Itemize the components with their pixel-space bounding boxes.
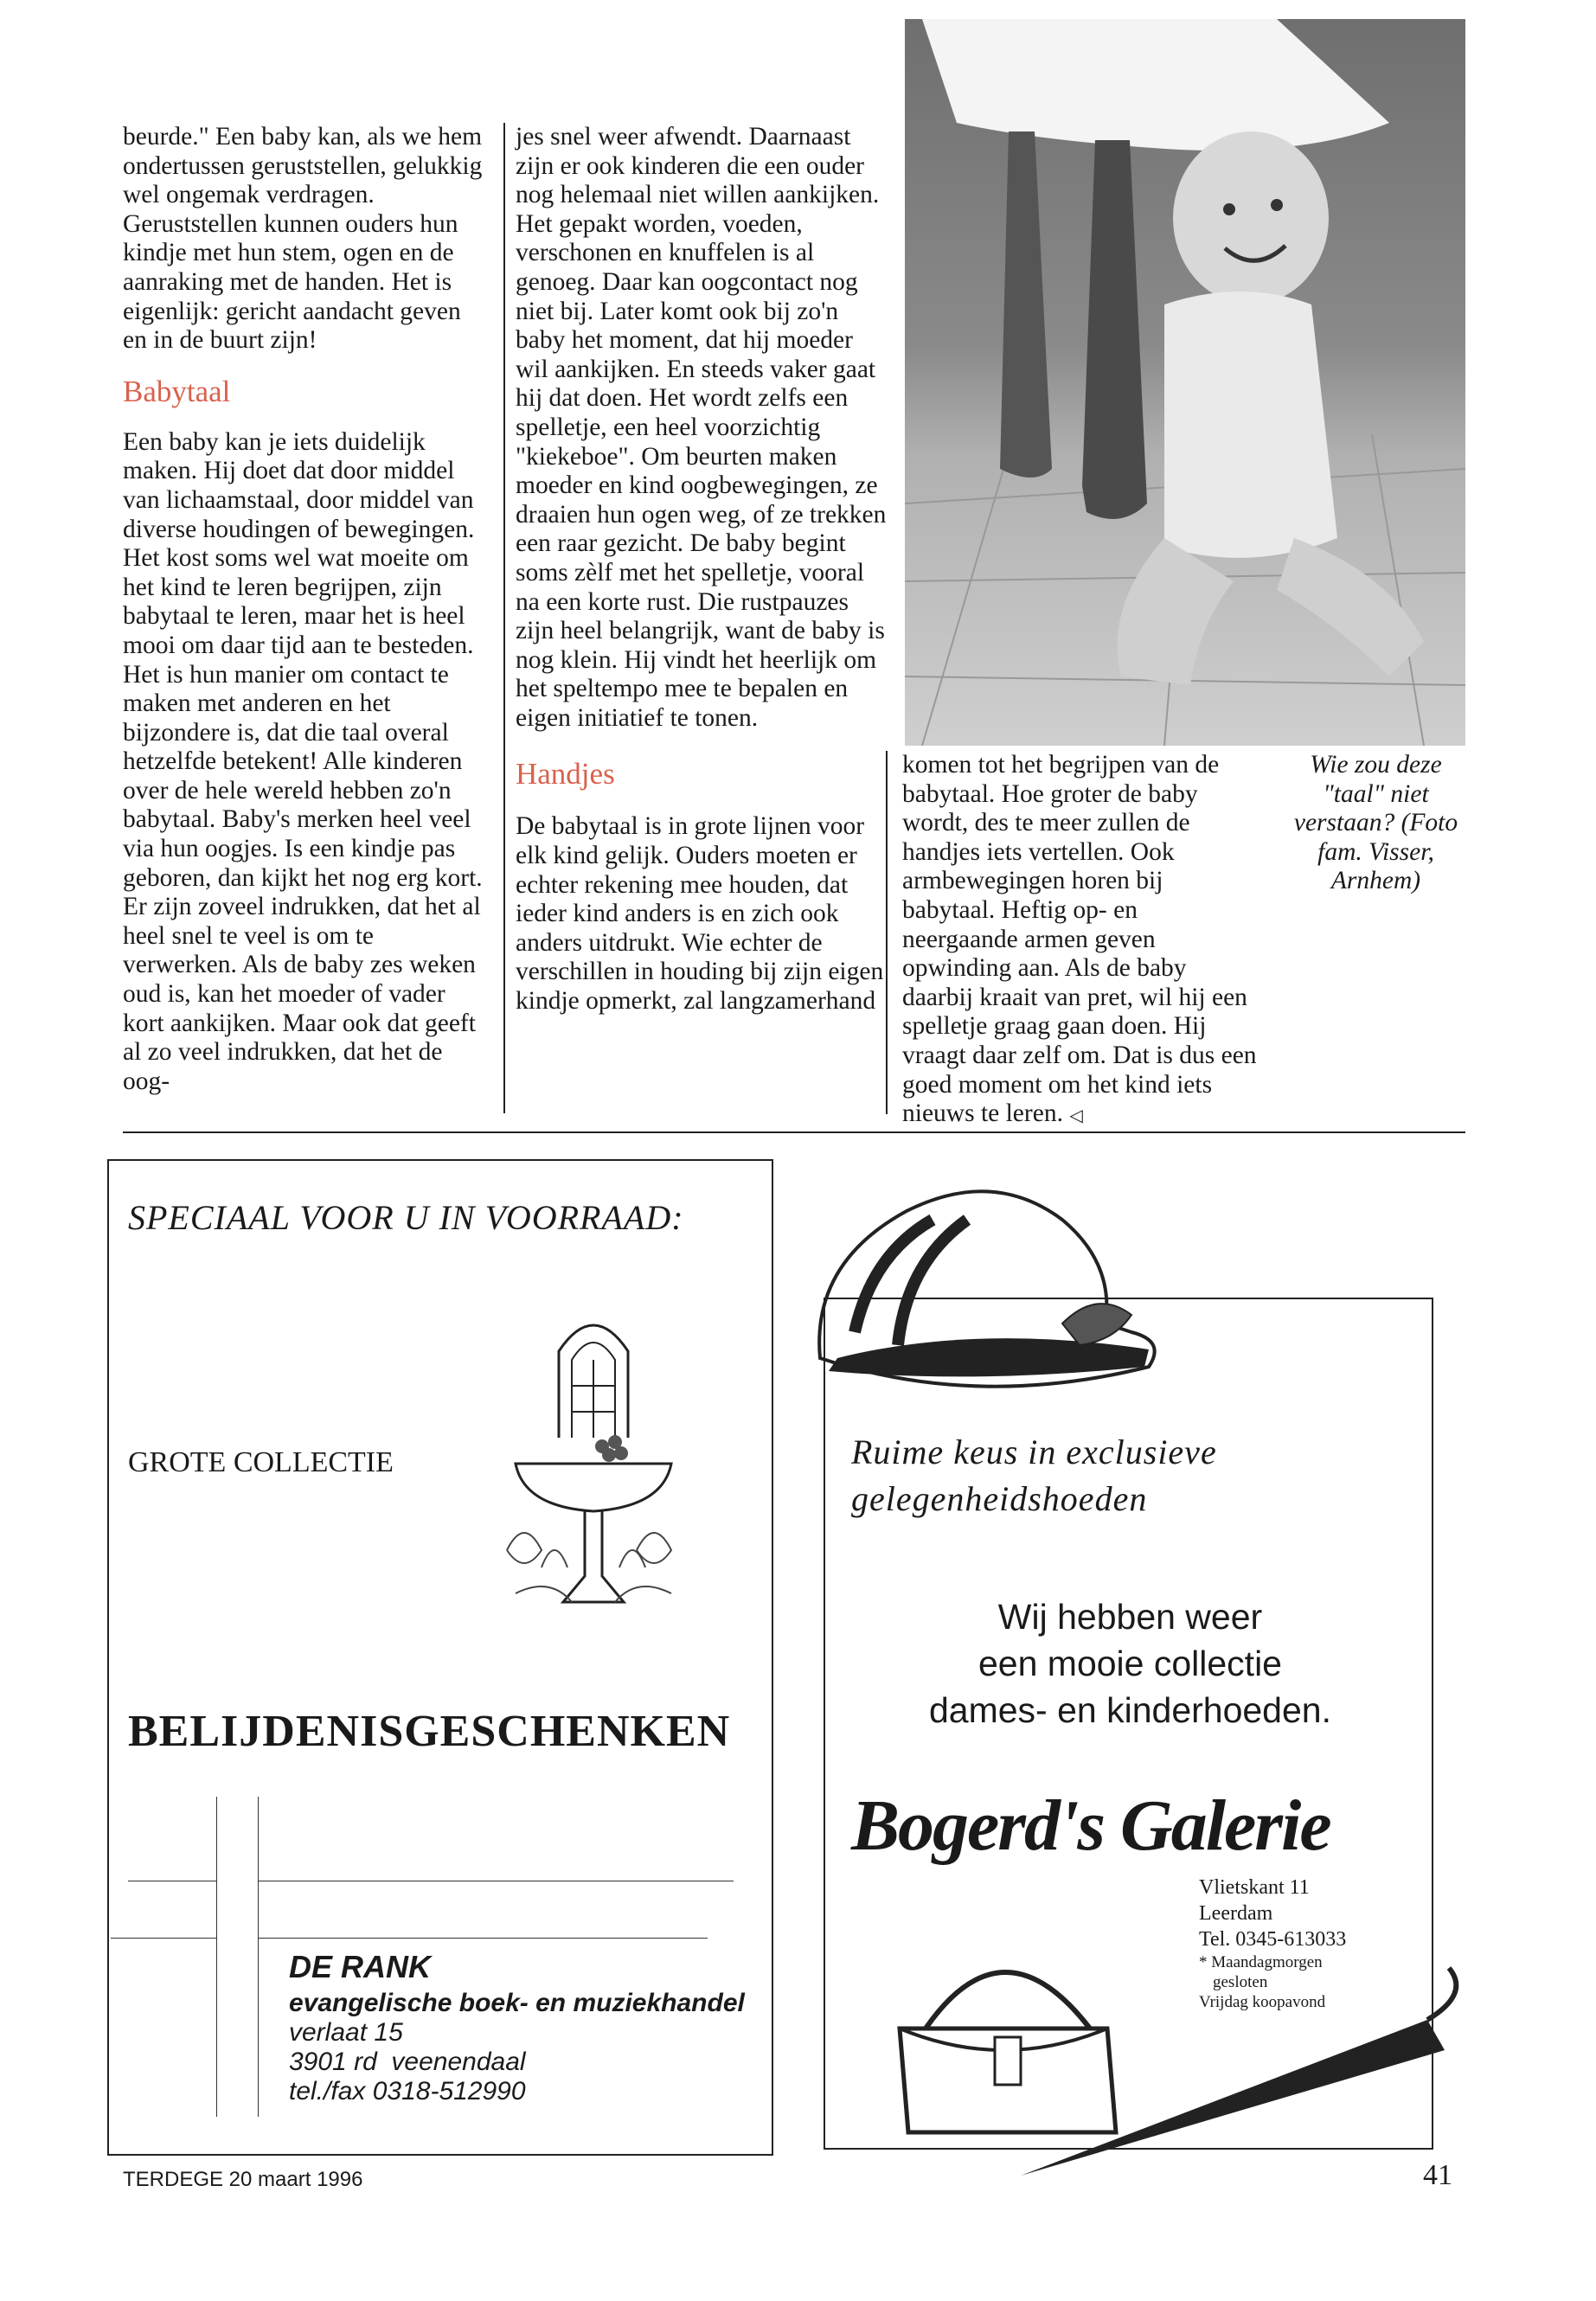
chalice-illustration (490, 1291, 697, 1637)
article-paragraph (902, 751, 1257, 1131)
ad-tagline (851, 1429, 1217, 1522)
end-mark-icon: ◁ (1069, 1106, 1083, 1126)
tagline-line: Ruime keus in exclusieve (851, 1433, 1217, 1471)
article-column-2 (516, 123, 888, 1016)
opening-note: gesloten (1213, 1973, 1268, 1991)
column-divider (886, 751, 888, 1114)
article-paragraph: De babytaal is in grote lijnen voor elk kind gelijk. Ouders moeten er echter rekening mee houden, dat ieder kind anders is en zich ook anders uitdrukt. Wie echter de verschillen in houding bij zijn eigen kindje opmerkt, zal langzamerhand (516, 812, 884, 1016)
body-line: een mooie collectie (978, 1644, 1282, 1683)
ad-body (825, 1593, 1435, 1734)
ad-headline: SPECIAAL VOOR U IN VOORRAAD: (128, 1198, 684, 1237)
paragraph-text: komen tot het begrijpen van de babytaal. Hoe groter de baby wordt, des te meer zullen de handjes iets vertellen. Ook armbewegingen horen bij babytaal. Heftig op- en neergaande armen geven opwinding aan. Als de baby daarbij kraait van pret, wil hij een spelletje graag gaan doen. Hij vraagt daar zelf om. Dat is dus een goed moment om het kind iets nieuws te leren. (902, 751, 1257, 1128)
body-line: Wij hebben weer (997, 1597, 1263, 1637)
baby-photo (905, 19, 1465, 746)
shop-city: Leerdam (1199, 1902, 1273, 1925)
body-line: dames- en kinderhoeden. (929, 1690, 1331, 1730)
opening-note: Vrijdag koopavond (1199, 1993, 1326, 2011)
section-divider (123, 1131, 1465, 1133)
article-paragraph: beurde." Een baby kan, als we hem ondertussen geruststellen, gelukkig wel ongemak verdragen. Geruststellen kunnen ouders hun kindje met hun stem, ogen en de aanraking met de handen. Het is eigenlijk: gericht aandacht geven en in de buurt zijn! (123, 123, 483, 355)
brand-logo: Bogerd's Galerie (851, 1785, 1330, 1866)
page-number: 41 (1423, 2159, 1452, 2191)
ad-de-rank (107, 1159, 773, 2156)
cross-line (258, 1797, 259, 2117)
shop-name: DE RANK (289, 1949, 432, 1984)
ad-collection: GROTE COLLECTIE (128, 1446, 394, 1478)
shop-info (289, 1949, 745, 2106)
handbag-umbrella-illustration (874, 1899, 1471, 2184)
section-heading-babytaal: Babytaal (123, 374, 231, 408)
shop-phone: tel./fax 0318-512990 (289, 2077, 526, 2106)
opening-note: * Maandagmorgen (1199, 1953, 1323, 1971)
baby-head (1173, 131, 1329, 304)
shop-address: verlaat 15 (289, 2018, 403, 2047)
publication-footer: TERDEGE 20 maart 1996 (123, 2168, 363, 2191)
ad-product: BELIJDENISGESCHENKEN (128, 1707, 731, 1756)
article-paragraph: jes snel weer afwendt. Daarnaast zijn er ook kinderen die een ouder nog helemaal niet willen aankijken. Het gepakt worden, voeden, verschonen en knuffelen is al genoeg. Daar kan oogcontact nog niet bij. Later komt ook bij zo'n baby het moment, dat hij moeder wil aankijken. En steeds vaker gaat hij dat doen. Het wordt zelfs een spelletje, een heel voorzichtig "kiekeboe". Om beurten maken moeder en kind oogbewegingen, ze draaien hun ogen weg, of ze trekken een raar gezicht. De baby begint soms zèlf met het spelletje, vooral na een korte rust. Die rustpauzes zijn heel belangrijk, want de baby is nog klein. Hij vindt het heerlijk om het speltempo mee te bepalen en eigen initiatief te tonen. (516, 123, 887, 732)
cross-line (216, 1797, 217, 2117)
article-column-3 (902, 751, 1257, 1131)
cross-line (258, 1938, 708, 1939)
article-column-1 (123, 123, 490, 1096)
shop-address: 3901 rd veenendaal (289, 2048, 526, 2076)
photo-caption: Wie zou deze "taal" niet verstaan? (Foto fam. Visser, Arnhem) (1293, 751, 1458, 895)
shop-type: evangelische boek- en muziekhandel (289, 1989, 745, 2017)
baby-body (1164, 292, 1337, 558)
shop-phone: Tel. 0345-613033 (1199, 1928, 1347, 1951)
cross-line (111, 1938, 216, 1939)
section-heading-handjes: Handjes (516, 757, 615, 792)
article-paragraph: Een baby kan je iets duidelijk maken. Hij doet dat door middel van lichaamstaal, door middel van diverse houdingen of bewegingen. Het kost soms wel wat moeite om het kind te leren begrijpen, zijn babytaal te leren, maar het is heel mooi om daar tijd aan te besteden. Het is hun manier om contact te maken met anderen en het bijzondere is, dat die taal overal hetzelfde betekent! Alle kinderen over de hele wereld hebben zo'n babytaal. Baby's merken heel veel via hun oogjes. Is een kindje pas geboren, dan kijkt het nog erg kort. Er zijn zoveel indrukken, dat het al heel snel te veel is om te verwerken. Als de baby zes weken oud is, kan het moeder of vader kort aankijken. Maar ook dat geeft al zo veel indrukken, dat het de oog- (123, 427, 483, 1095)
shop-street: Vlietskant 11 (1199, 1876, 1310, 1899)
tagline-line: gelegenheidshoeden (851, 1479, 1148, 1518)
column-divider (503, 123, 505, 1113)
